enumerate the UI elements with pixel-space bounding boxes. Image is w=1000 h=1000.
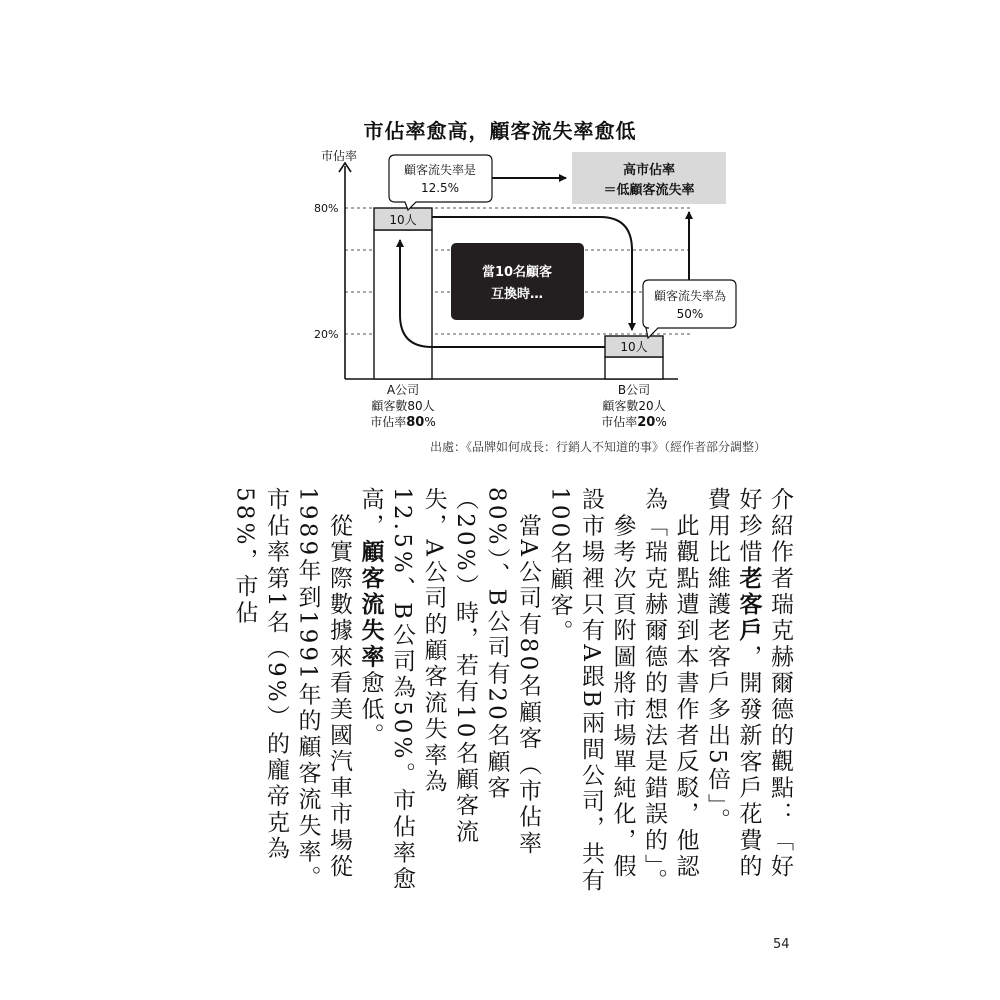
- tick-20: 20%: [314, 328, 339, 341]
- tick-80: 80%: [314, 202, 339, 215]
- company-b-top-label: 10人: [620, 340, 648, 354]
- body-text: [231, 487, 795, 897]
- center-box-line-1: 當10名顧客: [481, 265, 553, 280]
- company-a-name: A公司: [386, 383, 420, 397]
- company-b-bar: [605, 357, 663, 379]
- company-b-name: B公司: [617, 383, 651, 397]
- company-b-customers: 顧客數20人: [602, 399, 666, 413]
- para-4: 當A公司有80名顧客（市佔率80%）、B公司有20名顧客（20%）時，若有10名顧客流失，A公司的顧客流失率為12.5%、B公司為50%。市佔率愈高，顧客流失率愈低。: [357, 487, 541, 893]
- company-a-share: 市佔率80%: [370, 415, 436, 430]
- para-1: 介紹作者瑞克赫爾德的觀點：「好好珍惜老客戶，開發新客戶花費的費用比維護老客戶多出5倍」。: [704, 487, 793, 881]
- figure-title: 市佔率愈高，顧客流失率愈低: [363, 119, 637, 143]
- high-share-line-1: 高市佔率: [622, 163, 676, 178]
- company-b-share: 市佔率20%: [601, 415, 667, 430]
- callout-b-line-2: 50%: [676, 307, 704, 321]
- callout-a-line-1: 顧客流失率是: [403, 163, 477, 177]
- callout-a-line-2: 12.5%: [420, 181, 460, 195]
- company-a-bar: [374, 230, 432, 379]
- figure-source: 出處：《品牌如何成長：行銷人不知道的事》（經作者部分調整）: [430, 440, 767, 454]
- center-box-line-2: 互換時…: [490, 287, 544, 302]
- para-3: 參考次頁附圖將市場單純化，假設市場裡只有A跟B兩間公司，共有100名顧客。: [546, 487, 636, 894]
- callout-b-line-1: 顧客流失率為: [653, 289, 727, 303]
- para-5: 從實際數據來看美國汽車市場從1989年到1991年的顧客流失率。市佔率第1名（9%）的龐帝克為58%，市佔: [231, 487, 352, 892]
- high-share-line-2: ＝低顧客流失率: [603, 183, 695, 198]
- para-2: 此觀點遭到本書作者反駁，他認為「瑞克赫爾德的想法是錯誤的」。: [641, 487, 699, 895]
- company-a-top-label: 10人: [389, 213, 417, 227]
- y-axis-label: 市佔率: [321, 149, 358, 163]
- market-share-diagram: [0, 0, 1000, 470]
- page-number: 54: [773, 937, 790, 952]
- center-box: [451, 243, 584, 320]
- company-a-customers: 顧客數80人: [371, 399, 435, 413]
